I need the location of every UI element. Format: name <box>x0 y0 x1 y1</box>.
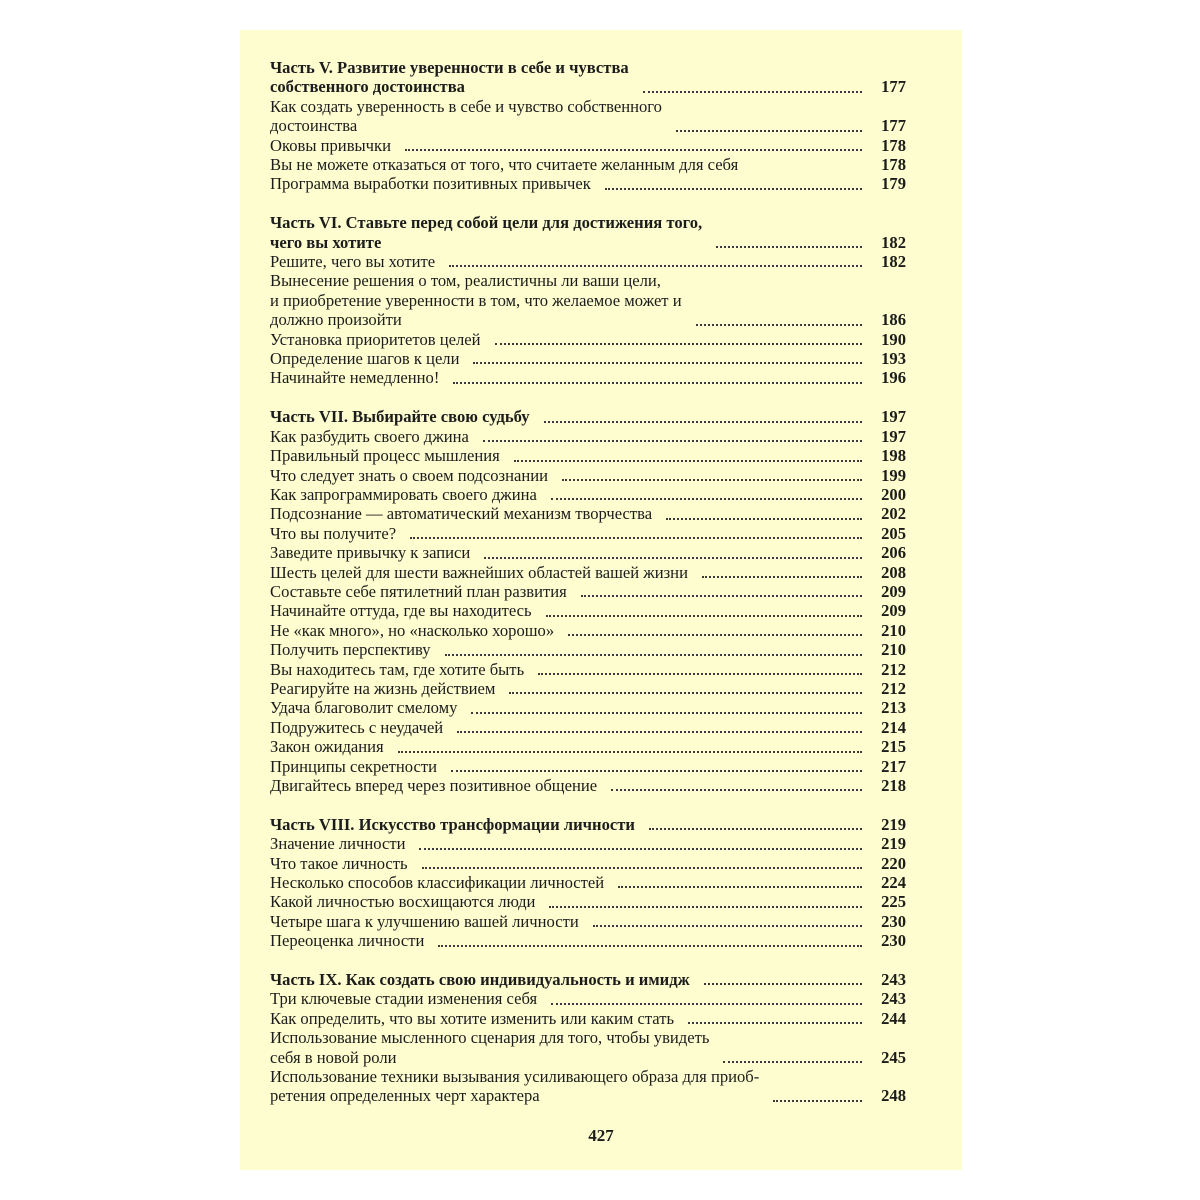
dot-leader <box>471 712 862 714</box>
dot-leader <box>611 789 862 791</box>
toc-entry-title: Оковы привычки <box>270 135 391 155</box>
toc-part-heading <box>270 58 906 97</box>
toc-page-number: 212 <box>881 678 906 698</box>
dot-leader <box>398 751 862 753</box>
toc-entry <box>270 912 906 931</box>
toc-entry <box>270 854 906 873</box>
toc-entry <box>270 601 906 620</box>
toc-entry <box>270 427 906 446</box>
toc-entry <box>270 776 906 795</box>
dot-leader <box>449 265 862 267</box>
toc-entry-title: Закон ожидания <box>270 737 384 757</box>
toc-section <box>270 407 906 795</box>
toc-entry <box>270 757 906 776</box>
toc-page-number: 219 <box>881 834 906 854</box>
toc-page-number: 208 <box>881 562 906 582</box>
toc-entry-title: Не «как много», но «насколько хорошо» <box>270 620 555 640</box>
toc-entry-title: Несколько способов классификации личностей <box>270 873 605 893</box>
dot-leader <box>562 479 862 481</box>
toc-entry <box>270 524 906 543</box>
toc-entry-title: Использование техники вызывания усиливающего образа для приоб- ретения определенных черт характера <box>270 1067 760 1106</box>
dot-leader <box>752 168 862 170</box>
toc-entry-title: Три ключевые стадии изменения себя <box>270 989 538 1009</box>
dot-leader <box>544 421 862 423</box>
toc-entry-title: Решите, чего вы хотите <box>270 252 436 272</box>
toc-entry <box>270 1067 906 1106</box>
toc-entry-title: Двигайтесь вперед через позитивное общение <box>270 776 598 795</box>
dot-leader <box>676 130 862 132</box>
toc-entry-title: Шесть целей для шести важнейших областей вашей жизни <box>270 562 688 582</box>
dot-leader <box>483 440 862 442</box>
toc-page-number: 200 <box>881 484 906 504</box>
toc-entry <box>270 989 906 1008</box>
toc-entry <box>270 640 906 659</box>
toc-entry-title: Часть V. Развитие уверенности в себе и чувства собственного достоинства <box>270 58 629 97</box>
toc-entry <box>270 543 906 562</box>
toc-page-number: 199 <box>881 465 906 485</box>
toc-page-number: 206 <box>881 543 906 563</box>
toc-entry <box>270 136 906 155</box>
toc-entry-title: Правильный процесс мышления <box>270 446 500 466</box>
toc-page-number: 179 <box>881 174 906 194</box>
dot-leader <box>618 886 862 888</box>
toc-entry-title: Установка приоритетов целей <box>270 329 481 349</box>
dot-leader <box>696 324 862 326</box>
toc-page-number: 209 <box>881 581 906 601</box>
toc-entry <box>270 679 906 698</box>
toc-entry <box>270 873 906 892</box>
dot-leader <box>453 382 862 384</box>
toc-entry <box>270 485 906 504</box>
toc-page-number: 210 <box>881 620 906 640</box>
dot-leader <box>473 362 862 364</box>
toc-page-number: 217 <box>881 756 906 776</box>
toc-page-number: 202 <box>881 504 906 524</box>
toc-page-number: 205 <box>881 523 906 543</box>
page-number: 427 <box>588 1126 614 1145</box>
toc-entry-title: Использование мысленного сценария для того, чтобы увидеть себя в новой роли <box>270 1028 710 1067</box>
toc-entry <box>270 368 906 387</box>
toc-page-number: 224 <box>881 873 906 893</box>
toc-section <box>270 213 906 388</box>
toc-page-number: 190 <box>881 329 906 349</box>
toc-entry-title: Переоценка личности <box>270 931 425 951</box>
dot-leader <box>484 557 862 559</box>
toc-entry <box>270 349 906 368</box>
toc-entry-title: Что вы получите? <box>270 523 397 543</box>
toc-page-number: 178 <box>881 155 906 175</box>
toc-page-number: 186 <box>881 310 906 330</box>
toc-page-number: 197 <box>881 426 906 446</box>
dot-leader <box>551 498 862 500</box>
toc-page-number: 218 <box>881 776 906 795</box>
toc-page-number: 214 <box>881 717 906 737</box>
dot-leader <box>509 692 862 694</box>
toc-entry <box>270 737 906 756</box>
dot-leader <box>666 518 862 520</box>
toc-entry-title: Удача благоволит смелому <box>270 698 458 718</box>
dot-leader <box>549 906 862 908</box>
dot-leader <box>422 867 862 869</box>
toc-entry <box>270 252 906 271</box>
dot-leader <box>546 615 862 617</box>
toc-entry <box>270 834 906 853</box>
toc-entry <box>270 698 906 717</box>
toc-entry <box>270 718 906 737</box>
dot-leader <box>704 983 862 985</box>
toc-page-number: 230 <box>881 911 906 931</box>
toc-entry-title: Подсознание — автоматический механизм творчества <box>270 504 653 524</box>
toc-entry <box>270 446 906 465</box>
toc-entry <box>270 97 906 136</box>
toc-entry-title: Часть VI. Ставьте перед собой цели для достижения того, чего вы хотите <box>270 213 703 252</box>
toc-page-number: 209 <box>881 601 906 621</box>
toc-entry <box>270 466 906 485</box>
table-of-contents <box>270 58 906 1125</box>
dot-leader <box>593 925 862 927</box>
dot-leader <box>495 343 862 345</box>
dot-leader <box>514 460 862 462</box>
toc-section <box>270 815 906 951</box>
toc-entry <box>270 1009 906 1028</box>
dot-leader <box>773 1100 862 1102</box>
toc-entry <box>270 1028 906 1067</box>
toc-entry-title: Реагируйте на жизнь действием <box>270 678 496 698</box>
dot-leader <box>581 595 862 597</box>
toc-page-number: 197 <box>881 407 906 427</box>
dot-leader <box>457 731 862 733</box>
toc-entry-title: Часть IX. Как создать свою индивидуальность и имидж <box>270 970 690 990</box>
toc-entry <box>270 504 906 523</box>
toc-entry <box>270 660 906 679</box>
toc-page-number: 245 <box>881 1047 906 1067</box>
toc-page-number: 182 <box>881 252 906 272</box>
toc-entry-title: Начинайте оттуда, где вы находитесь <box>270 601 532 621</box>
toc-page-number: 219 <box>881 814 906 834</box>
toc-page-number: 198 <box>881 446 906 466</box>
dot-leader <box>723 1061 862 1063</box>
toc-page-number: 243 <box>881 989 906 1009</box>
toc-part-heading <box>270 213 906 252</box>
toc-page-number: 248 <box>881 1086 906 1106</box>
toc-page-number: 213 <box>881 698 906 718</box>
dot-leader <box>568 634 862 636</box>
toc-entry <box>270 563 906 582</box>
dot-leader <box>405 149 862 151</box>
toc-entry-title: Что следует знать о своем подсознании <box>270 465 548 485</box>
toc-page-number: 178 <box>881 135 906 155</box>
toc-page-number: 210 <box>881 640 906 660</box>
toc-entry <box>270 892 906 911</box>
dot-leader <box>419 848 862 850</box>
dot-leader <box>551 1003 862 1005</box>
dot-leader <box>438 945 862 947</box>
toc-part-heading <box>270 970 906 989</box>
dot-leader <box>702 576 862 578</box>
dot-leader <box>445 654 862 656</box>
toc-entry-title: Что такое личность <box>270 853 408 873</box>
toc-entry-title: Как разбудить своего джина <box>270 426 469 446</box>
toc-entry-title: Вы находитесь там, где хотите быть <box>270 659 525 679</box>
toc-page-number: 220 <box>881 853 906 873</box>
toc-entry-title: Начинайте немедленно! <box>270 368 440 388</box>
dot-leader <box>716 246 862 248</box>
toc-entry <box>270 621 906 640</box>
toc-page-number: 225 <box>881 892 906 912</box>
toc-entry-title: Вы не можете отказаться от того, что считаете желанным для себя <box>270 155 739 175</box>
toc-entry-title: Определение шагов к цели <box>270 349 460 369</box>
book-page <box>240 30 962 1170</box>
toc-entry <box>270 582 906 601</box>
dot-leader <box>649 828 862 830</box>
toc-entry <box>270 174 906 193</box>
toc-entry-title: Заведите привычку к записи <box>270 543 471 563</box>
toc-section <box>270 970 906 1106</box>
toc-part-heading <box>270 407 906 426</box>
toc-entry-title: Как определить, что вы хотите изменить или каким стать <box>270 1008 675 1028</box>
toc-entry-title: Часть VIII. Искусство трансформации личности <box>270 814 635 834</box>
toc-entry-title: Как создать уверенность в себе и чувство собственного достоинства <box>270 96 662 136</box>
toc-entry-title: Часть VII. Выбирайте свою судьбу <box>270 407 530 427</box>
toc-page-number: 243 <box>881 970 906 990</box>
toc-entry-title: Программа выработки позитивных привычек <box>270 174 591 194</box>
toc-entry-title: Составьте себе пятилетний план развития <box>270 581 567 601</box>
toc-entry-title: Какой личностью восхищаются люди <box>270 892 536 912</box>
toc-entry <box>270 330 906 349</box>
toc-page-number: 196 <box>881 368 906 388</box>
toc-entry-title: Как запрограммировать своего джина <box>270 484 537 504</box>
toc-section <box>270 58 906 194</box>
toc-entry-title: Подружитесь с неудачей <box>270 717 444 737</box>
toc-entry-title: Четыре шага к улучшению вашей личности <box>270 911 579 931</box>
toc-entry-title: Получить перспективу <box>270 640 431 660</box>
dot-leader <box>538 673 862 675</box>
toc-page-number: 212 <box>881 659 906 679</box>
toc-page-number: 177 <box>881 116 906 136</box>
toc-part-heading <box>270 815 906 834</box>
toc-page-number: 215 <box>881 737 906 757</box>
toc-page-number: 182 <box>881 232 906 252</box>
toc-entry-title: Значение личности <box>270 834 406 854</box>
toc-entry-title: Принципы секретности <box>270 756 437 776</box>
toc-entry-title: Вынесение решения о том, реалистичны ли ваши цели, и приобретение уверенности в том, что желаемое может и должно произойти <box>270 271 682 330</box>
dot-leader <box>688 1022 862 1024</box>
toc-page-number: 244 <box>881 1008 906 1028</box>
toc-page-number: 193 <box>881 349 906 369</box>
toc-page-number: 177 <box>881 77 906 97</box>
toc-entry <box>270 155 906 174</box>
dot-leader <box>605 188 862 190</box>
dot-leader <box>643 91 862 93</box>
toc-entry <box>270 271 906 329</box>
toc-page-number: 230 <box>881 931 906 951</box>
toc-entry <box>270 931 906 950</box>
dot-leader <box>451 770 862 772</box>
dot-leader <box>410 537 862 539</box>
